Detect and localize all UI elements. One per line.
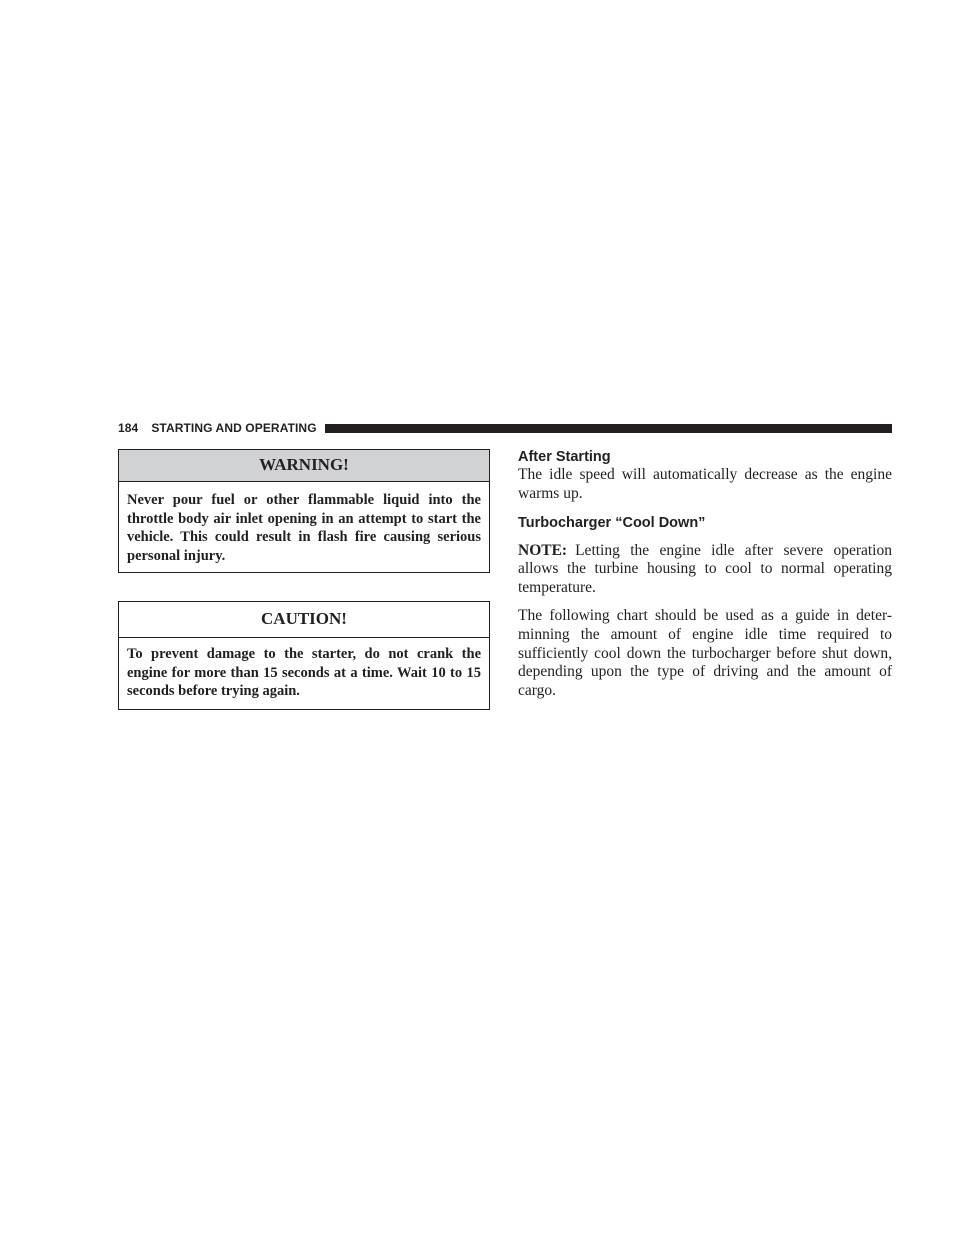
caution-text: To prevent damage to the starter, do not crank the engine for more than 15 seconds at a time. Wait 10 to 15 seconds before trying again. xyxy=(127,646,481,700)
after-starting-text: The idle speed will automatically decrease as the engine warms up. xyxy=(518,466,892,502)
after-starting-heading: After Starting xyxy=(518,449,611,465)
turbocharger-heading: Turbocharger “Cool Down” xyxy=(518,514,706,531)
note-label: NOTE: xyxy=(518,541,568,559)
warning-text: Never pour fuel or other flammable liquid into the throttle body air inlet opening in an attempt to start the vehicle. This could result in flash fire causing serious personal injury. xyxy=(127,492,481,564)
warning-box xyxy=(118,449,490,573)
right-column xyxy=(518,448,892,701)
section-title: STARTING AND OPERATING xyxy=(151,421,317,435)
guide-paragraph: The following chart should be used as a guide in deter-minning the amount of engine idle time required to sufficiently cool down the turbocharger before shut down, depending upon the type of driving and the amount of cargo. xyxy=(518,606,892,700)
caution-title: CAUTION! xyxy=(119,602,489,638)
warning-title: WARNING! xyxy=(119,450,489,482)
page-header xyxy=(118,420,892,436)
page-number: 184 xyxy=(118,421,139,435)
caution-box xyxy=(118,601,490,710)
note-text: Letting the engine idle after severe operation allows the turbine housing to cool to normal operating temperature. xyxy=(518,541,892,597)
note-paragraph xyxy=(518,542,892,598)
header-rule xyxy=(325,424,892,433)
